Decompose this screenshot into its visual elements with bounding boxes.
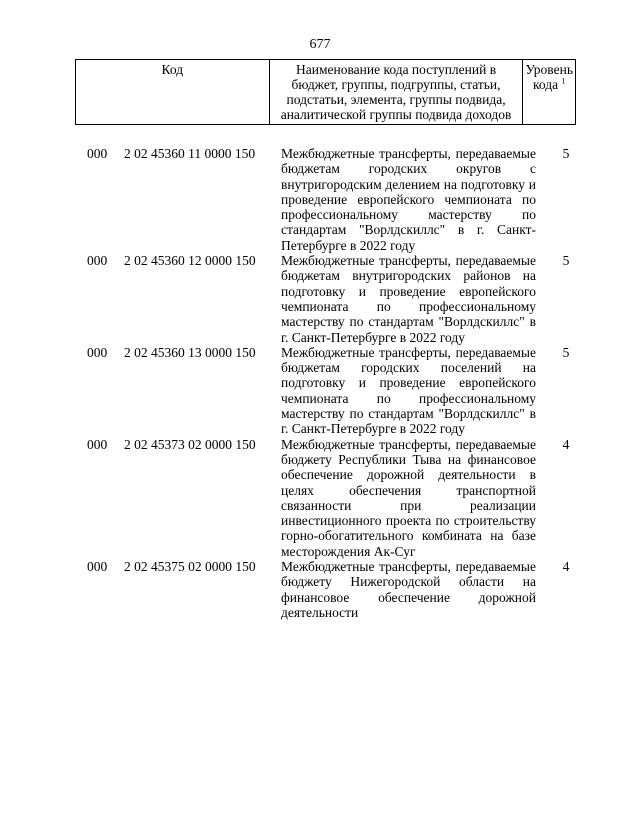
table-header xyxy=(75,59,576,125)
row-level: 5 xyxy=(562,146,570,161)
table-body xyxy=(0,146,640,620)
page-number: 677 xyxy=(309,37,331,52)
row-level: 4 xyxy=(562,559,570,575)
row-level: 5 xyxy=(562,344,570,360)
row-prefix: 000 xyxy=(87,559,108,575)
table-row xyxy=(0,437,640,559)
row-name: Межбюджетные трансферты, передаваемые бюджету Республики Тыва на финансовое обеспечение дорожной деятельности в целях обеспечения транспортной связанности при реализации инвестиционного проекта по строительству горно-обогатительного комбината на базе месторождения Ак-Суг xyxy=(281,436,536,559)
header-level-label: Уровень кода xyxy=(525,62,573,92)
row-name: Межбюджетные трансферты, передаваемые бюджетам городских округов с внутригородским делением на подготовку и проведение европейского чемпионата по профессиональному мастерству по стандартам "Ворлдскиллс" в г. Санкт-Петербурге в 2022 году xyxy=(281,146,536,253)
row-prefix: 000 xyxy=(87,146,108,161)
table-row xyxy=(0,345,640,437)
row-prefix: 000 xyxy=(87,436,108,452)
header-code: Код xyxy=(76,60,270,125)
row-code: 2 02 45360 12 0000 150 xyxy=(124,253,256,269)
header-level xyxy=(523,60,576,125)
row-prefix: 000 xyxy=(87,253,108,269)
table-row xyxy=(0,559,640,620)
row-code: 2 02 45373 02 0000 150 xyxy=(124,436,256,452)
row-code: 2 02 45360 13 0000 150 xyxy=(124,344,256,360)
table-row xyxy=(0,146,640,253)
row-name: Межбюджетные трансферты, передаваемые бюджету Нижегородской области на финансовое обеспечение дорожной деятельности xyxy=(281,559,536,620)
row-code: 2 02 45375 02 0000 150 xyxy=(124,559,256,575)
row-level: 5 xyxy=(562,253,570,269)
row-level: 4 xyxy=(562,436,570,452)
header-name: Наименование кода поступлений в бюджет, группы, подгруппы, статьи, подстатьи, элемента, группы подвида, аналитической группы подвида доходов xyxy=(269,60,523,125)
table-row xyxy=(0,253,640,345)
row-name: Межбюджетные трансферты, передаваемые бюджетам внутригородских районов на подготовку и проведение европейского чемпионата по профессиональному мастерству по стандартам "Ворлдскиллс" в г. Санкт-Петербурге в 2022 году xyxy=(281,253,536,345)
header-level-footnote: 1 xyxy=(561,76,566,86)
row-name: Межбюджетные трансферты, передаваемые бюджетам городских поселений на подготовку и проведение европейского чемпионата по профессиональному мастерству по стандартам "Ворлдскиллс" в г. Санкт-Петербурге в 2022 году xyxy=(281,344,536,437)
row-prefix: 000 xyxy=(87,344,108,360)
row-code: 2 02 45360 11 0000 150 xyxy=(124,146,256,161)
